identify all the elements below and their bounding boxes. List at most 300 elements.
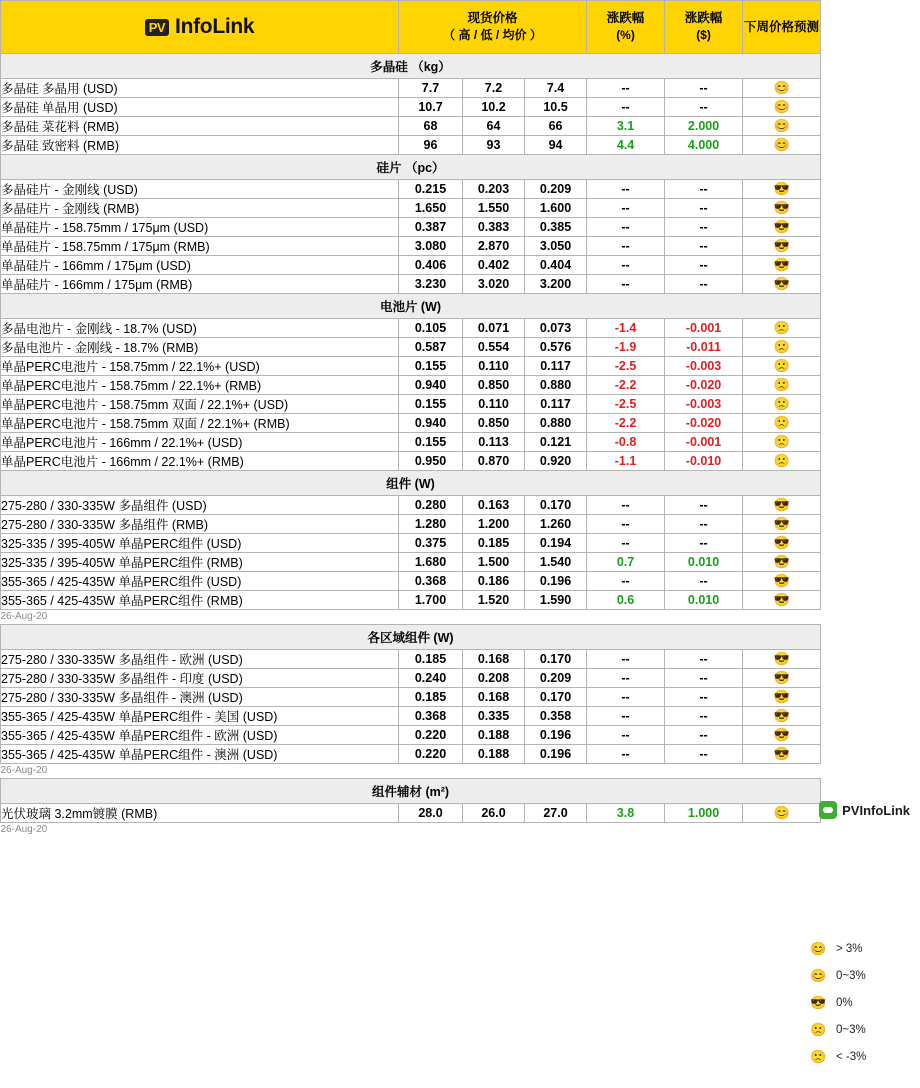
price-low: 1.550 — [463, 199, 525, 218]
change-usd: -- — [665, 199, 743, 218]
change-pct: -2.5 — [587, 395, 665, 414]
table-row — [1, 534, 821, 553]
price-low: 7.2 — [463, 79, 525, 98]
product-name: 单晶硅片 - 158.75mm / 175μm (USD) — [1, 218, 399, 237]
table-row — [1, 707, 821, 726]
table-row — [1, 745, 821, 764]
table-row — [1, 136, 821, 155]
price-avg: 1.540 — [525, 553, 587, 572]
table-row — [1, 650, 821, 669]
forecast-icon: 😎 — [743, 688, 821, 707]
table-row — [1, 591, 821, 610]
price-low: 0.110 — [463, 395, 525, 414]
change-pct: -- — [587, 534, 665, 553]
price-high: 0.940 — [399, 414, 463, 433]
legend-label: < -3% — [836, 1050, 867, 1063]
price-avg: 0.920 — [525, 452, 587, 471]
change-usd: -- — [665, 275, 743, 294]
price-low: 0.850 — [463, 414, 525, 433]
price-high: 0.940 — [399, 376, 463, 395]
price-avg: 0.196 — [525, 726, 587, 745]
date-stamp-row — [1, 610, 821, 625]
change-pct: -- — [587, 515, 665, 534]
change-usd: -- — [665, 218, 743, 237]
change-pct: -- — [587, 745, 665, 764]
change-pct: -1.1 — [587, 452, 665, 471]
change-pct: -- — [587, 707, 665, 726]
change-usd: -- — [665, 688, 743, 707]
change-pct: -- — [587, 496, 665, 515]
change-pct: -- — [587, 199, 665, 218]
table-header — [1, 1, 821, 54]
price-avg: 0.170 — [525, 496, 587, 515]
change-pct-sublabel: (%) — [616, 28, 635, 43]
price-avg: 94 — [525, 136, 587, 155]
price-high: 0.375 — [399, 534, 463, 553]
price-avg: 10.5 — [525, 98, 587, 117]
price-high: 3.080 — [399, 237, 463, 256]
product-name: 单晶硅片 - 158.75mm / 175μm (RMB) — [1, 237, 399, 256]
section-header-row — [1, 625, 821, 650]
forecast-icon: 🙁 — [743, 338, 821, 357]
change-pct: -- — [587, 275, 665, 294]
price-avg: 1.600 — [525, 199, 587, 218]
legend-label: 0~3% — [836, 969, 866, 982]
change-pct: -- — [587, 218, 665, 237]
change-usd: 4.000 — [665, 136, 743, 155]
price-low: 0.168 — [463, 688, 525, 707]
table-row — [1, 319, 821, 338]
section-title: 多晶硅 （kg） — [1, 54, 821, 79]
change-usd-sublabel: ($) — [696, 28, 711, 43]
section-header-row — [1, 471, 821, 496]
change-pct: -0.8 — [587, 433, 665, 452]
section-title: 组件辅材 (m²) — [1, 779, 821, 804]
section-title: 组件 (W) — [1, 471, 821, 496]
price-high: 3.230 — [399, 275, 463, 294]
price-high: 1.680 — [399, 553, 463, 572]
product-name: 325-335 / 395-405W 单晶PERC组件 (RMB) — [1, 553, 399, 572]
price-low: 0.554 — [463, 338, 525, 357]
column-header-change-pct — [587, 1, 665, 54]
price-avg: 0.576 — [525, 338, 587, 357]
section-header-row — [1, 779, 821, 804]
change-pct: -- — [587, 180, 665, 199]
table-row — [1, 338, 821, 357]
logo-cell — [1, 1, 399, 54]
forecast-icon: 😎 — [743, 218, 821, 237]
forecast-icon: 🙁 — [743, 395, 821, 414]
legend-face-icon: 🙁 — [810, 1048, 827, 1064]
change-pct: 0.7 — [587, 553, 665, 572]
forecast-icon: 🙁 — [743, 357, 821, 376]
forecast-icon: 😎 — [743, 534, 821, 553]
change-usd: -0.001 — [665, 319, 743, 338]
table-row — [1, 572, 821, 591]
change-usd: 0.010 — [665, 553, 743, 572]
change-usd: -- — [665, 745, 743, 764]
price-low: 26.0 — [463, 804, 525, 823]
spot-price-sublabel: （ 高 / 低 / 均价 ） — [443, 28, 542, 43]
forecast-icon: 🙁 — [743, 433, 821, 452]
price-low: 0.113 — [463, 433, 525, 452]
table-row — [1, 256, 821, 275]
forecast-icon: 😎 — [743, 669, 821, 688]
product-name: 355-365 / 425-435W 单晶PERC组件 - 澳洲 (USD) — [1, 745, 399, 764]
table-row — [1, 726, 821, 745]
legend-item — [810, 935, 906, 962]
change-usd: -- — [665, 650, 743, 669]
price-avg: 3.200 — [525, 275, 587, 294]
change-usd: -0.010 — [665, 452, 743, 471]
product-name: 多晶硅片 - 金刚线 (RMB) — [1, 199, 399, 218]
forecast-icon: 😎 — [743, 180, 821, 199]
product-name: 多晶硅 多晶用 (USD) — [1, 79, 399, 98]
product-name: 多晶电池片 - 金刚线 - 18.7% (USD) — [1, 319, 399, 338]
price-avg: 3.050 — [525, 237, 587, 256]
product-name: 355-365 / 425-435W 单晶PERC组件 (RMB) — [1, 591, 399, 610]
product-name: 单晶PERC电池片 - 158.75mm 双面 / 22.1%+ (RMB) — [1, 414, 399, 433]
price-low: 0.168 — [463, 650, 525, 669]
price-avg: 0.196 — [525, 572, 587, 591]
price-avg: 0.196 — [525, 745, 587, 764]
product-name: 单晶硅片 - 166mm / 175μm (RMB) — [1, 275, 399, 294]
price-avg: 7.4 — [525, 79, 587, 98]
price-high: 0.185 — [399, 650, 463, 669]
change-pct: -2.5 — [587, 357, 665, 376]
price-high: 0.368 — [399, 707, 463, 726]
wechat-account-name: PVInfoLink — [842, 802, 910, 818]
price-high: 0.280 — [399, 496, 463, 515]
price-high: 0.155 — [399, 433, 463, 452]
price-low: 0.335 — [463, 707, 525, 726]
forecast-icon: 😎 — [743, 572, 821, 591]
price-avg: 0.209 — [525, 669, 587, 688]
legend-item — [810, 1043, 906, 1070]
price-high: 1.700 — [399, 591, 463, 610]
change-pct: -2.2 — [587, 376, 665, 395]
forecast-icon: 🙁 — [743, 376, 821, 395]
column-header-forecast — [743, 1, 821, 54]
price-avg: 0.117 — [525, 395, 587, 414]
price-low: 0.163 — [463, 496, 525, 515]
table-row — [1, 180, 821, 199]
change-usd: -0.011 — [665, 338, 743, 357]
price-low: 0.870 — [463, 452, 525, 471]
change-usd: -0.001 — [665, 433, 743, 452]
product-name: 275-280 / 330-335W 多晶组件 - 澳洲 (USD) — [1, 688, 399, 707]
price-avg: 1.590 — [525, 591, 587, 610]
legend-label: 0% — [836, 996, 853, 1009]
price-high: 0.220 — [399, 726, 463, 745]
price-high: 68 — [399, 117, 463, 136]
price-high: 0.240 — [399, 669, 463, 688]
product-name: 275-280 / 330-335W 多晶组件 (USD) — [1, 496, 399, 515]
change-pct: -- — [587, 98, 665, 117]
change-usd: -- — [665, 79, 743, 98]
price-avg: 27.0 — [525, 804, 587, 823]
forecast-icon: 😎 — [743, 275, 821, 294]
forecast-icon: 😎 — [743, 726, 821, 745]
price-low: 0.208 — [463, 669, 525, 688]
section-header-row — [1, 54, 821, 79]
product-name: 275-280 / 330-335W 多晶组件 (RMB) — [1, 515, 399, 534]
price-low: 0.071 — [463, 319, 525, 338]
forecast-icon: 😎 — [743, 256, 821, 275]
product-name: 275-280 / 330-335W 多晶组件 - 欧洲 (USD) — [1, 650, 399, 669]
change-pct: -1.9 — [587, 338, 665, 357]
price-avg: 0.385 — [525, 218, 587, 237]
price-avg: 1.260 — [525, 515, 587, 534]
change-usd: -- — [665, 726, 743, 745]
change-usd: -- — [665, 534, 743, 553]
price-high: 0.155 — [399, 357, 463, 376]
date-stamp: 26-Aug-20 — [0, 765, 48, 776]
change-usd: 0.010 — [665, 591, 743, 610]
change-usd: -0.003 — [665, 357, 743, 376]
price-low: 1.520 — [463, 591, 525, 610]
price-low: 0.186 — [463, 572, 525, 591]
table-row — [1, 79, 821, 98]
change-usd: -0.003 — [665, 395, 743, 414]
price-low: 0.383 — [463, 218, 525, 237]
price-high: 28.0 — [399, 804, 463, 823]
price-high: 0.587 — [399, 338, 463, 357]
table-row — [1, 688, 821, 707]
forecast-icon: 😊 — [743, 79, 821, 98]
product-name: 355-365 / 425-435W 单晶PERC组件 - 美国 (USD) — [1, 707, 399, 726]
table-row — [1, 117, 821, 136]
price-high: 0.155 — [399, 395, 463, 414]
change-pct: -- — [587, 572, 665, 591]
change-pct: 3.1 — [587, 117, 665, 136]
legend-item — [810, 962, 906, 989]
price-avg: 0.194 — [525, 534, 587, 553]
price-avg: 0.117 — [525, 357, 587, 376]
legend-face-icon: 🙁 — [810, 1021, 827, 1037]
price-low: 2.870 — [463, 237, 525, 256]
legend-face-icon: 😊 — [810, 940, 827, 956]
product-name: 多晶硅片 - 金刚线 (USD) — [1, 180, 399, 199]
price-low: 0.850 — [463, 376, 525, 395]
forecast-icon: 😎 — [743, 237, 821, 256]
change-pct: -- — [587, 650, 665, 669]
table-row — [1, 452, 821, 471]
table-row — [1, 433, 821, 452]
change-pct: 3.8 — [587, 804, 665, 823]
wechat-badge — [819, 801, 910, 819]
change-usd: -0.020 — [665, 376, 743, 395]
table-body — [1, 54, 821, 838]
forecast-icon: 😊 — [743, 804, 821, 823]
legend-label: > 3% — [836, 942, 863, 955]
date-stamp-row — [1, 764, 821, 779]
change-pct: 0.6 — [587, 591, 665, 610]
forecast-label: 下周价格预测 — [744, 19, 820, 34]
change-pct: -- — [587, 669, 665, 688]
table-row — [1, 804, 821, 823]
change-usd: -- — [665, 98, 743, 117]
legend-label: 0~3% — [836, 1023, 866, 1036]
forecast-icon: 😎 — [743, 591, 821, 610]
product-name: 单晶PERC电池片 - 158.75mm 双面 / 22.1%+ (USD) — [1, 395, 399, 414]
product-name: 单晶PERC电池片 - 166mm / 22.1%+ (RMB) — [1, 452, 399, 471]
price-low: 0.110 — [463, 357, 525, 376]
table-row — [1, 98, 821, 117]
table-row — [1, 218, 821, 237]
product-name: 355-365 / 425-435W 单晶PERC组件 - 欧洲 (USD) — [1, 726, 399, 745]
price-avg: 0.170 — [525, 650, 587, 669]
date-stamp: 26-Aug-20 — [0, 824, 48, 835]
change-pct: -- — [587, 688, 665, 707]
price-low: 0.402 — [463, 256, 525, 275]
table-row — [1, 395, 821, 414]
price-high: 0.105 — [399, 319, 463, 338]
price-avg: 0.880 — [525, 376, 587, 395]
change-usd: -- — [665, 256, 743, 275]
price-high: 0.220 — [399, 745, 463, 764]
forecast-icon: 😊 — [743, 136, 821, 155]
price-low: 0.185 — [463, 534, 525, 553]
price-low: 0.188 — [463, 745, 525, 764]
price-low: 0.188 — [463, 726, 525, 745]
legend — [810, 935, 906, 1070]
product-name: 多晶硅 致密料 (RMB) — [1, 136, 399, 155]
change-pct: -- — [587, 256, 665, 275]
price-avg: 0.404 — [525, 256, 587, 275]
price-high: 10.7 — [399, 98, 463, 117]
change-usd: -- — [665, 515, 743, 534]
table-row — [1, 357, 821, 376]
price-low: 1.200 — [463, 515, 525, 534]
price-avg: 0.209 — [525, 180, 587, 199]
product-name: 多晶硅 单晶用 (USD) — [1, 98, 399, 117]
price-high: 0.368 — [399, 572, 463, 591]
product-name: 单晶PERC电池片 - 158.75mm / 22.1%+ (USD) — [1, 357, 399, 376]
price-low: 3.020 — [463, 275, 525, 294]
change-pct: 4.4 — [587, 136, 665, 155]
price-high: 0.215 — [399, 180, 463, 199]
forecast-icon: 🙁 — [743, 452, 821, 471]
price-low: 0.203 — [463, 180, 525, 199]
change-pct: -- — [587, 237, 665, 256]
price-high: 1.650 — [399, 199, 463, 218]
change-pct: -2.2 — [587, 414, 665, 433]
product-name: 单晶硅片 - 166mm / 175μm (USD) — [1, 256, 399, 275]
table-row — [1, 237, 821, 256]
product-name: 多晶电池片 - 金刚线 - 18.7% (RMB) — [1, 338, 399, 357]
change-usd: -- — [665, 669, 743, 688]
table-row — [1, 199, 821, 218]
legend-item — [810, 989, 906, 1016]
date-stamp: 26-Aug-20 — [0, 611, 48, 622]
price-avg: 0.073 — [525, 319, 587, 338]
price-low: 10.2 — [463, 98, 525, 117]
price-avg: 0.880 — [525, 414, 587, 433]
product-name: 325-335 / 395-405W 单晶PERC组件 (USD) — [1, 534, 399, 553]
forecast-icon: 😎 — [743, 199, 821, 218]
price-avg: 0.358 — [525, 707, 587, 726]
product-name: 多晶硅 菜花料 (RMB) — [1, 117, 399, 136]
change-usd: -- — [665, 496, 743, 515]
change-usd: -- — [665, 572, 743, 591]
section-header-row — [1, 155, 821, 180]
price-high: 0.950 — [399, 452, 463, 471]
wechat-icon — [819, 801, 837, 819]
spot-price-label: 现货价格 — [467, 11, 518, 26]
brand-name: InfoLink — [175, 15, 255, 38]
section-header-row — [1, 294, 821, 319]
price-avg: 66 — [525, 117, 587, 136]
product-name: 单晶PERC电池片 - 158.75mm / 22.1%+ (RMB) — [1, 376, 399, 395]
table-row — [1, 515, 821, 534]
legend-face-icon: 😊 — [810, 967, 827, 983]
forecast-icon: 🙁 — [743, 319, 821, 338]
forecast-icon: 😎 — [743, 553, 821, 572]
price-high: 96 — [399, 136, 463, 155]
change-pct: -- — [587, 726, 665, 745]
table-row — [1, 275, 821, 294]
change-pct: -1.4 — [587, 319, 665, 338]
change-usd: -- — [665, 180, 743, 199]
price-high: 0.406 — [399, 256, 463, 275]
section-title: 各区域组件 (W) — [1, 625, 821, 650]
table-row — [1, 553, 821, 572]
price-low: 93 — [463, 136, 525, 155]
price-high: 7.7 — [399, 79, 463, 98]
table-row — [1, 376, 821, 395]
price-high: 1.280 — [399, 515, 463, 534]
change-pct-label: 涨跌幅 — [606, 11, 645, 26]
table-row — [1, 496, 821, 515]
product-name: 275-280 / 330-335W 多晶组件 - 印度 (USD) — [1, 669, 399, 688]
price-high: 0.185 — [399, 688, 463, 707]
forecast-icon: 😎 — [743, 650, 821, 669]
forecast-icon: 😎 — [743, 707, 821, 726]
product-name: 光伏玻璃 3.2mm镀膜 (RMB) — [1, 804, 399, 823]
section-title: 电池片 (W) — [1, 294, 821, 319]
change-usd-label: 涨跌幅 — [684, 11, 723, 26]
forecast-icon: 😎 — [743, 515, 821, 534]
legend-item — [810, 1016, 906, 1043]
forecast-icon: 😊 — [743, 98, 821, 117]
price-low: 1.500 — [463, 553, 525, 572]
change-usd: 1.000 — [665, 804, 743, 823]
date-stamp-row — [1, 823, 821, 838]
forecast-icon: 🙁 — [743, 414, 821, 433]
legend-face-icon: 😎 — [810, 994, 827, 1010]
change-usd: -- — [665, 237, 743, 256]
change-usd: 2.000 — [665, 117, 743, 136]
forecast-icon: 😊 — [743, 117, 821, 136]
forecast-icon: 😎 — [743, 496, 821, 515]
price-avg: 0.170 — [525, 688, 587, 707]
change-usd: -0.020 — [665, 414, 743, 433]
pv-logo-icon: PV — [145, 19, 169, 36]
column-header-spot-price — [399, 1, 587, 54]
change-usd: -- — [665, 707, 743, 726]
table-row — [1, 669, 821, 688]
change-pct: -- — [587, 79, 665, 98]
price-avg: 0.121 — [525, 433, 587, 452]
section-title: 硅片 （pc） — [1, 155, 821, 180]
product-name: 355-365 / 425-435W 单晶PERC组件 (USD) — [1, 572, 399, 591]
product-name: 单晶PERC电池片 - 166mm / 22.1%+ (USD) — [1, 433, 399, 452]
table-row — [1, 414, 821, 433]
price-low: 64 — [463, 117, 525, 136]
column-header-change-usd — [665, 1, 743, 54]
price-high: 0.387 — [399, 218, 463, 237]
